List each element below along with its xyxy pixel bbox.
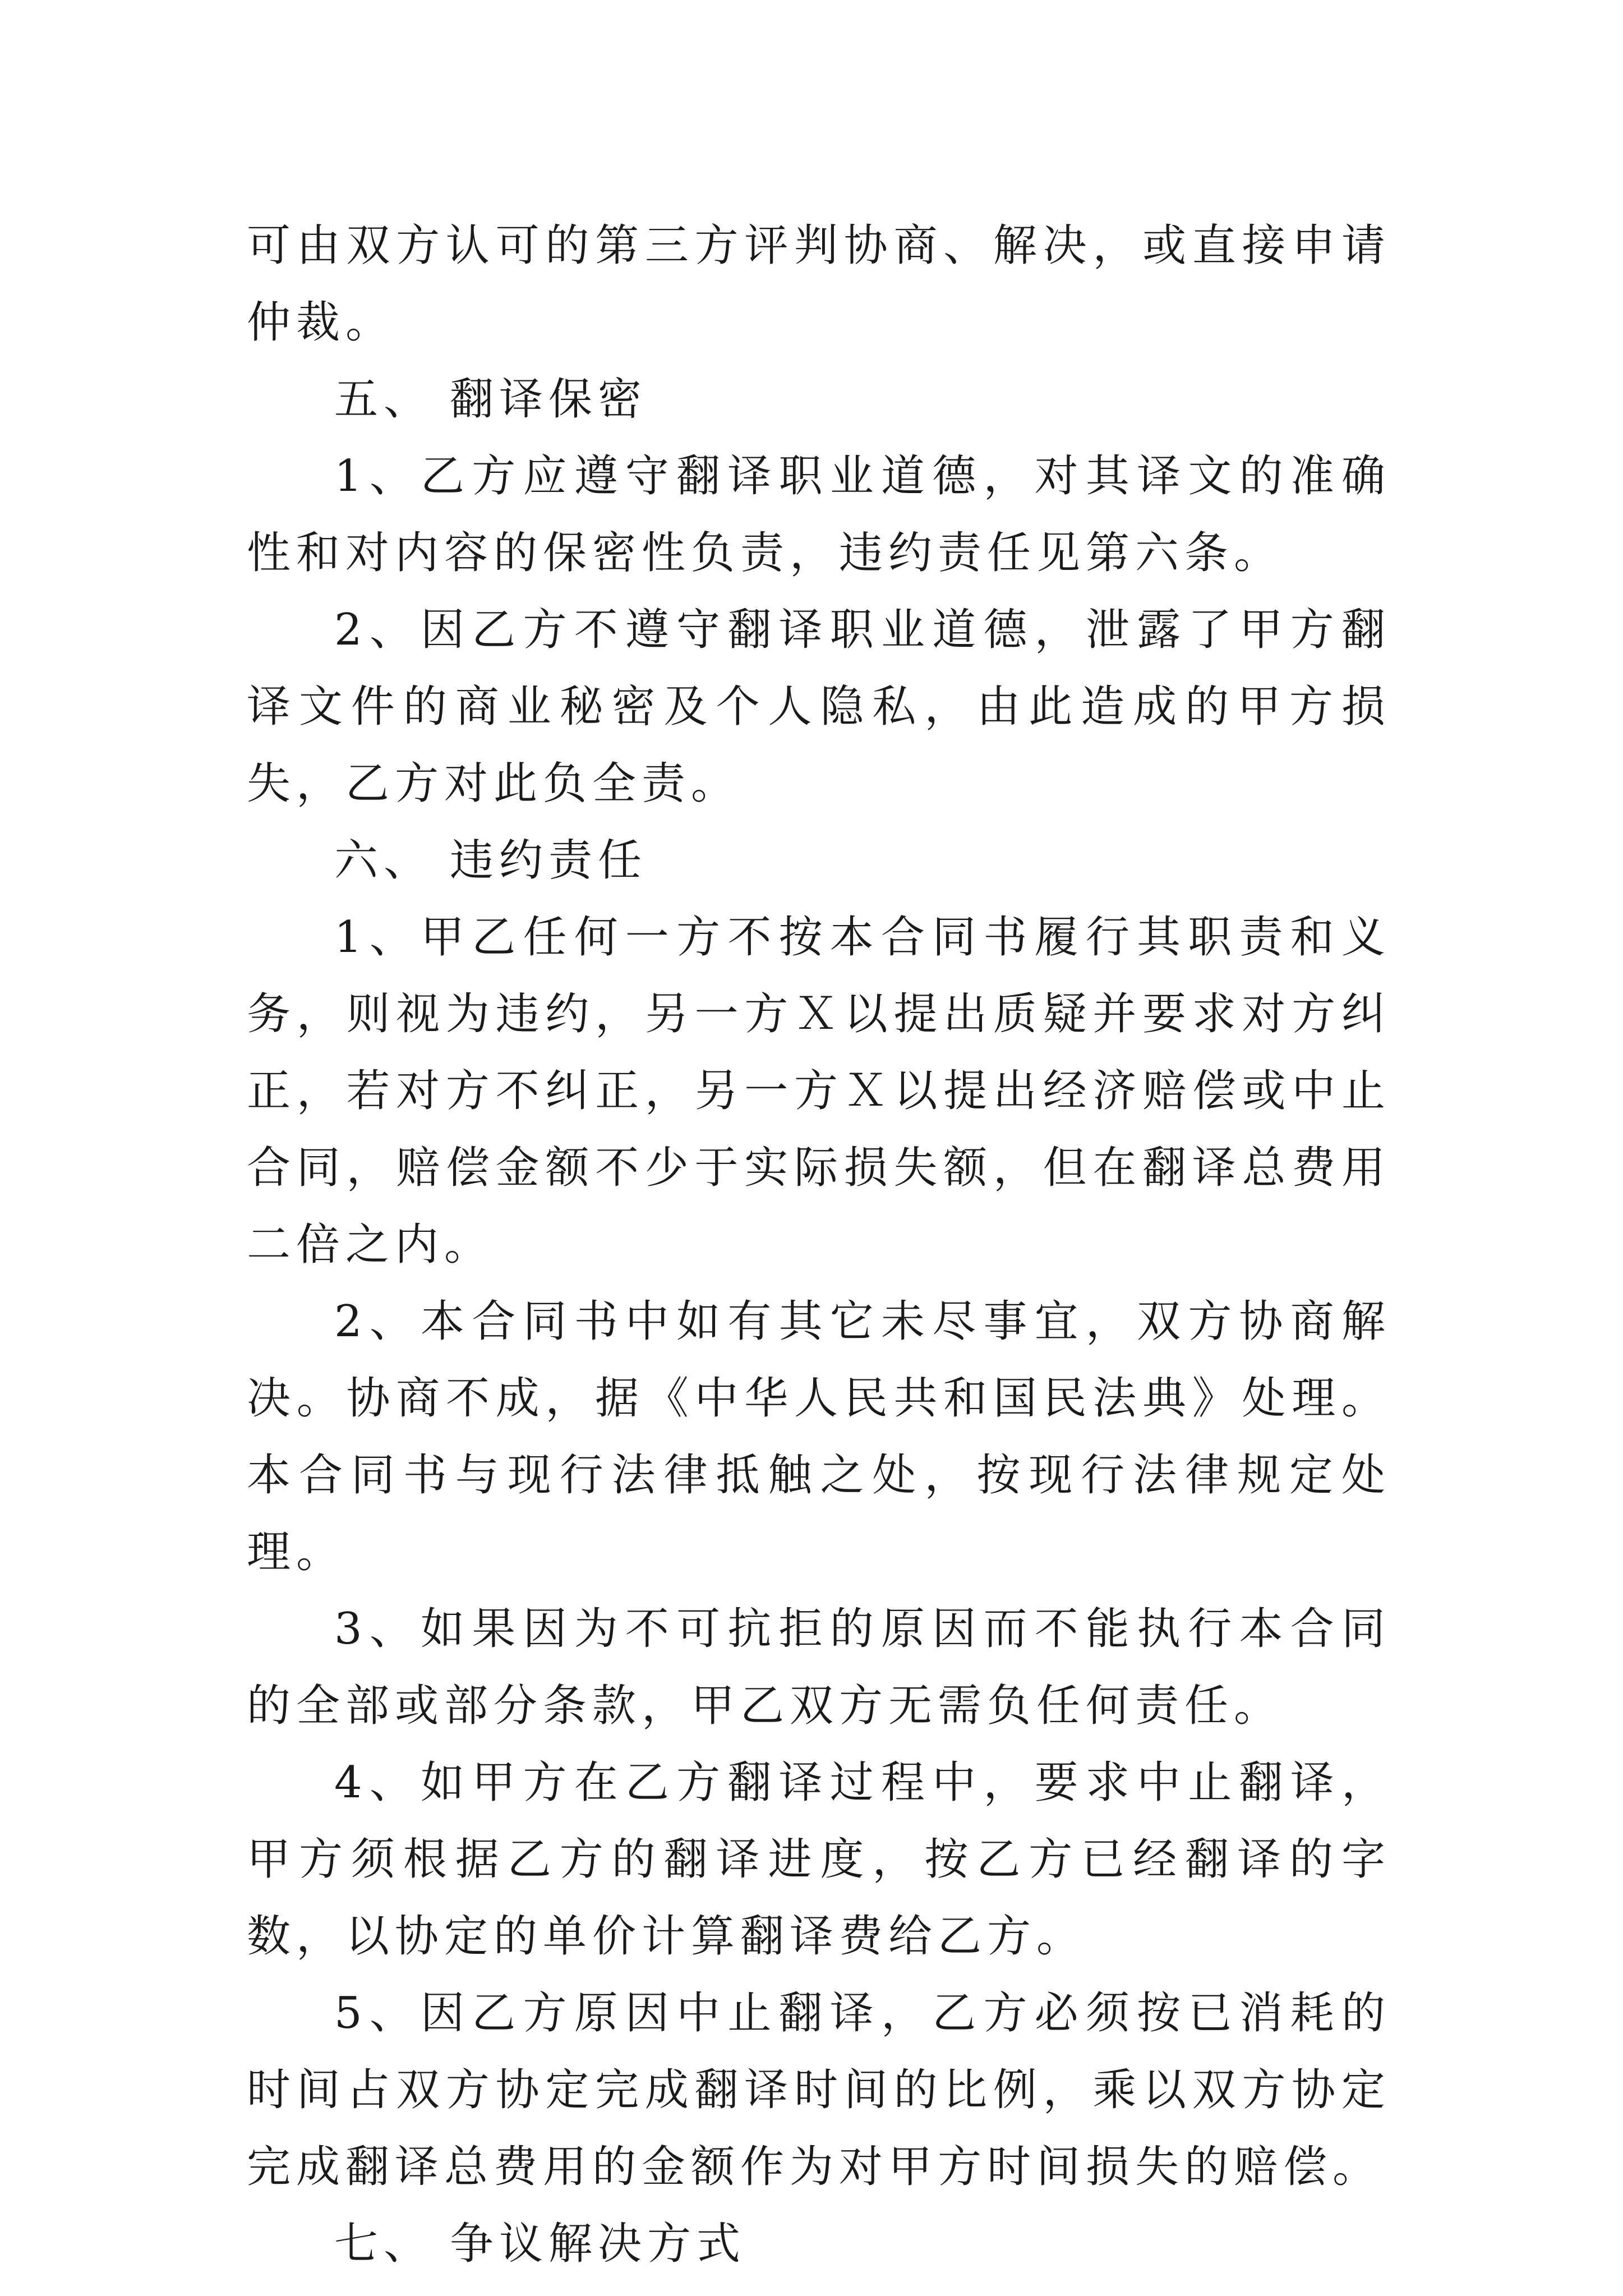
section-title: 违约责任: [450, 835, 648, 886]
clause-paragraph: 1、乙方应遵守翻译职业道德，对其译文的准确性和对内容的保密性负责，违约责任见第六条。: [247, 451, 1391, 578]
section-number: 七、: [334, 2219, 434, 2269]
section-heading-7: [247, 2206, 1391, 2283]
section-title: 争议解决方式: [450, 2219, 746, 2269]
section-title: 翻译保密: [450, 374, 648, 425]
clause-paragraph: 2、本合同书中如有其它未尽事宜，双方协商解决。协商不成，据《中华人民共和国民法典》处理。本合同书与现行法律抵触之处，按现行法律规定处理。: [247, 1296, 1391, 1577]
section-heading-5: [247, 361, 1391, 438]
clause-paragraph: 2、因乙方不遵守翻译职业道德，泄露了甲方翻译文件的商业秘密及个人隐私，由此造成的甲方损失，乙方对此负全责。: [247, 605, 1391, 809]
clause-paragraph: 1、甲乙任何一方不按本合同书履行其职责和义务，则视为违约，另一方Ｘ以提出质疑并要求对方纠正，若对方不纠正，另一方Ｘ以提出经济赔偿或中止合同，赔偿金额不少于实际损失额，但在翻译总费用二倍之内。: [247, 912, 1391, 1270]
clause-paragraph: 4、如甲方在乙方翻译过程中，要求中止翻译，甲方须根据乙方的翻译进度，按乙方已经翻译的字数，以协定的单价计算翻译费给乙方。: [247, 1757, 1391, 1962]
section-number: 五、: [334, 374, 434, 425]
section-number: 六、: [334, 835, 434, 886]
paragraph-continuation: 可由双方认可的第三方评判协商、解决，或直接申请仲裁。: [247, 220, 1391, 348]
section-heading-6: [247, 822, 1391, 899]
clause-paragraph: 3、如果因为不可抗拒的原因而不能执行本合同的全部或部分条款，甲乙双方无需负任何责任。: [247, 1604, 1391, 1731]
document-body: [247, 208, 1391, 2283]
clause-paragraph: 5、因乙方原因中止翻译，乙方必须按已消耗的时间占双方协定完成翻译时间的比例，乘以双方协定完成翻译总费用的金额作为对甲方时间损失的赔偿。: [247, 1988, 1391, 2192]
